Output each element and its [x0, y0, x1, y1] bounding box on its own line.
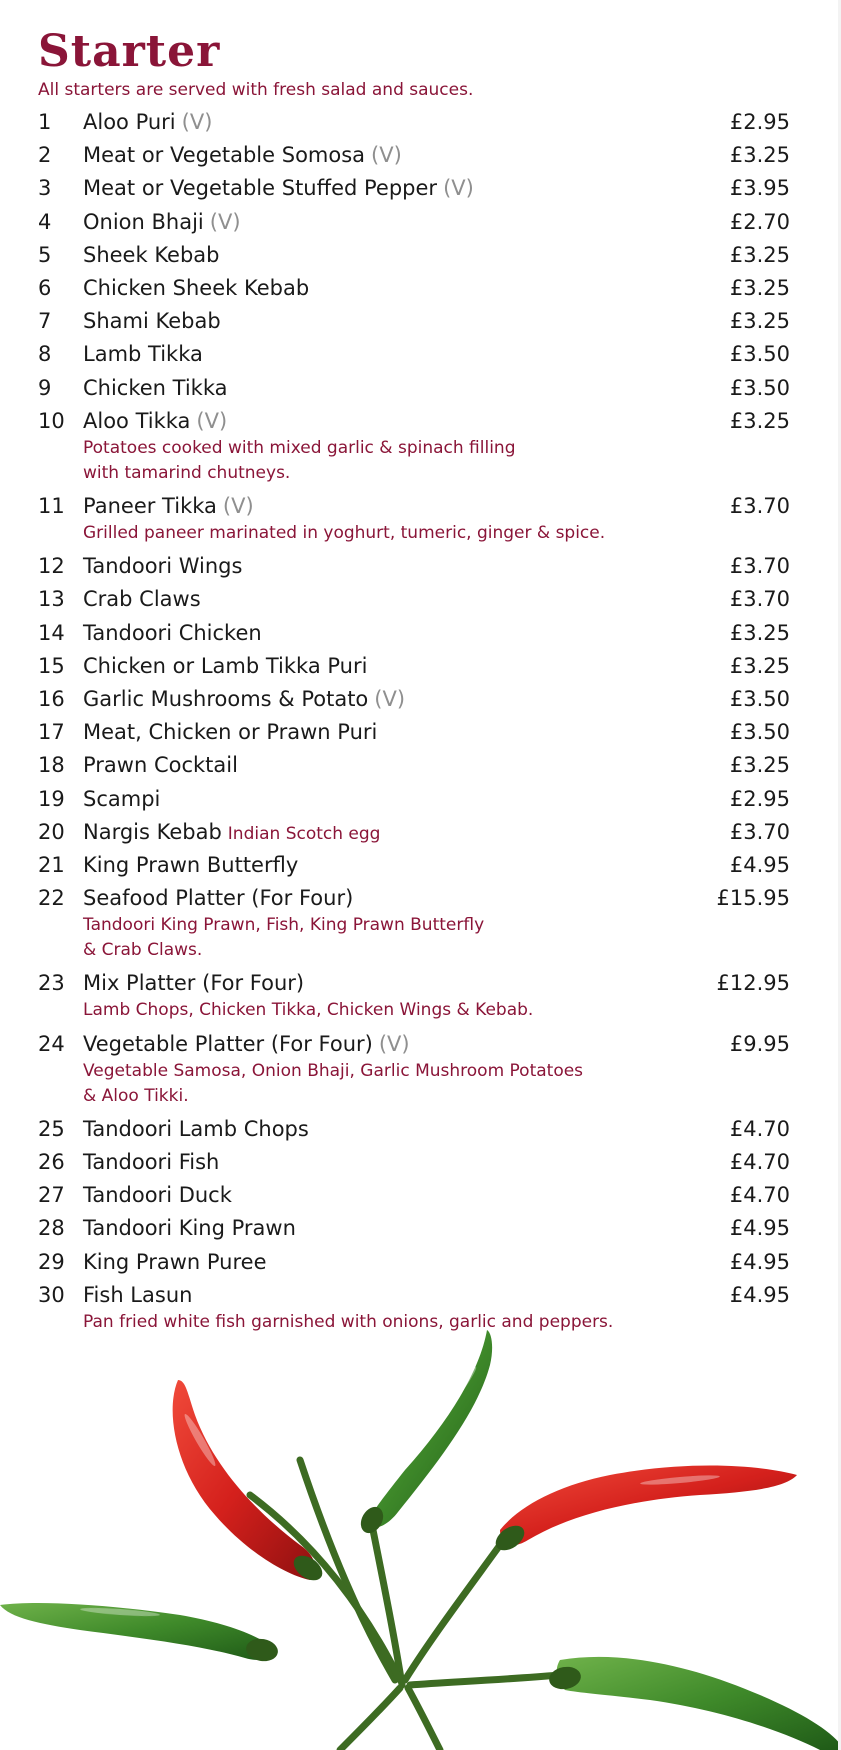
item-number: 23 [38, 971, 65, 996]
item-price: £12.95 [716, 971, 790, 996]
item-price: £3.50 [729, 720, 790, 745]
item-name: Mix Platter (For Four) [83, 971, 305, 996]
red-chilli-left [173, 1380, 316, 1580]
item-name-line [83, 581, 201, 617]
item-number: 28 [38, 1216, 65, 1241]
item-price: £4.95 [729, 1282, 790, 1307]
vegetarian-marker: (V) [209, 209, 241, 234]
item-price: £3.25 [729, 309, 790, 334]
vegetarian-marker: (V) [378, 1031, 410, 1056]
item-price: £3.95 [729, 176, 790, 201]
item-name-line [83, 170, 474, 206]
item-number: 9 [38, 375, 52, 400]
item-number: 6 [38, 276, 52, 300]
item-number: 13 [38, 587, 65, 612]
item-price: £3.25 [729, 653, 790, 678]
item-name: Vegetable Platter (For Four) [83, 1031, 373, 1056]
item-name-line [83, 1144, 219, 1180]
item-number: 25 [38, 1116, 65, 1141]
item-name-line [83, 303, 221, 339]
item-price: £4.95 [729, 1249, 790, 1274]
item-price: £3.25 [729, 753, 790, 778]
item-name: Tandoori Fish [83, 1150, 220, 1174]
item-price: £9.95 [729, 1031, 790, 1056]
chillies-illustration [0, 1300, 841, 1750]
item-number: 10 [38, 408, 65, 433]
item-description [83, 1059, 583, 1109]
item-name-line [83, 1111, 309, 1147]
item-name-line [83, 488, 254, 524]
item-number: 3 [38, 176, 52, 201]
item-number: 5 [38, 242, 52, 267]
item-description [83, 436, 516, 486]
item-name-line [83, 714, 377, 750]
item-description [83, 521, 605, 546]
item-name-line [83, 747, 238, 783]
item-number: 18 [38, 753, 65, 778]
item-number: 27 [38, 1183, 65, 1208]
item-number: 4 [38, 209, 52, 234]
item-price: £4.95 [729, 1216, 790, 1241]
item-number: 2 [38, 143, 52, 168]
item-name: Onion Bhaji [83, 209, 204, 234]
item-description [83, 998, 533, 1023]
item-name-line [83, 237, 220, 273]
item-name: Nargis Kebab [83, 819, 222, 844]
item-price: £4.70 [729, 1116, 790, 1141]
item-price: £4.70 [729, 1150, 790, 1174]
item-name: Chicken Tikka [83, 375, 228, 400]
item-number: 14 [38, 620, 65, 645]
item-name-line [83, 370, 228, 406]
item-price: £2.70 [729, 209, 790, 234]
item-name-line [83, 548, 242, 584]
item-name: Aloo Puri [83, 110, 176, 134]
green-chilli-top [365, 1330, 492, 1528]
item-name: Tandoori Chicken [83, 620, 262, 645]
item-name: Scampi [83, 786, 161, 811]
item-name: Meat or Vegetable Somosa [83, 143, 366, 168]
item-description-line: Tandoori King Prawn, Fish, King Prawn Butterfly [83, 915, 485, 936]
item-name: Meat, Chicken or Prawn Puri [83, 720, 378, 745]
item-price: £3.70 [729, 554, 790, 579]
item-name: Tandoori Duck [83, 1183, 232, 1208]
item-price: £3.70 [729, 587, 790, 612]
item-description [83, 913, 484, 963]
item-name: Seafood Platter (For Four) [83, 886, 354, 911]
item-number: 17 [38, 720, 65, 745]
item-name: Tandoori King Prawn [83, 1216, 296, 1241]
item-number: 16 [38, 687, 65, 711]
item-number: 21 [38, 853, 65, 877]
vegetarian-marker: (V) [222, 494, 254, 518]
item-name: Shami Kebab [83, 309, 221, 334]
item-price: £2.95 [729, 110, 790, 134]
item-name: Garlic Mushrooms & Potato [83, 687, 369, 711]
item-number: 26 [38, 1150, 65, 1174]
item-name-line [83, 1244, 267, 1280]
vegetarian-marker: (V) [371, 143, 402, 168]
item-name-line [83, 336, 203, 372]
item-description-line: Vegetable Samosa, Onion Bhaji, Garlic Mushroom Potatoes [83, 1060, 584, 1081]
item-number: 24 [38, 1031, 65, 1056]
item-price: £3.70 [729, 494, 790, 518]
item-description-line: Potatoes cooked with mixed garlic & spinach filling [83, 437, 516, 458]
item-name-line [83, 1026, 410, 1062]
item-description-line: Lamb Chops, Chicken Tikka, Chicken Wings & Kebab. [83, 1000, 534, 1021]
item-name-line [83, 880, 353, 916]
item-name: Meat or Vegetable Stuffed Pepper [83, 176, 438, 201]
item-name-line [83, 681, 405, 717]
item-number: 1 [38, 110, 52, 134]
item-price: £4.70 [729, 1183, 790, 1208]
red-chilli-right [500, 1466, 797, 1546]
item-price: £3.50 [729, 342, 790, 367]
item-price: £3.50 [729, 687, 790, 711]
item-number: 15 [38, 653, 65, 678]
item-name: Fish Lasun [83, 1282, 193, 1307]
item-name-line [83, 137, 402, 173]
green-chilli-right [557, 1657, 841, 1750]
item-description-line: Pan fried white fish garnished with onions, garlic and peppers. [83, 1311, 614, 1332]
item-name-line [83, 847, 298, 883]
item-name: Chicken or Lamb Tikka Puri [83, 653, 368, 678]
item-number: 11 [38, 494, 65, 518]
item-name: Tandoori Wings [83, 554, 243, 579]
item-name-line [83, 403, 227, 439]
item-name-line [83, 1177, 232, 1213]
item-description-line: with tamarind chutneys. [83, 462, 291, 483]
item-name-line [83, 270, 309, 306]
vegetarian-marker: (V) [443, 176, 474, 201]
item-price: £3.25 [729, 242, 790, 267]
item-price: £4.95 [729, 853, 790, 877]
item-price: £3.25 [729, 143, 790, 168]
item-price: £3.70 [729, 819, 790, 844]
item-name: King Prawn Puree [83, 1249, 267, 1274]
item-number: 30 [38, 1282, 65, 1307]
item-name: Chicken Sheek Kebab [83, 276, 310, 300]
item-price: £2.95 [729, 786, 790, 811]
vegetarian-marker: (V) [196, 408, 228, 433]
item-name-line [83, 648, 367, 684]
item-number: 7 [38, 309, 52, 334]
item-name: Crab Claws [83, 587, 201, 612]
item-name-line [83, 1210, 296, 1246]
page-subtitle: All starters are served with fresh salad and sauces. [38, 80, 474, 100]
item-description-line: & Crab Claws. [83, 940, 203, 961]
item-name-line [83, 204, 241, 240]
item-number: 20 [38, 819, 65, 844]
item-price: £15.95 [716, 886, 790, 911]
item-name: King Prawn Butterfly [83, 853, 299, 877]
item-number: 29 [38, 1249, 65, 1274]
item-name-line [83, 104, 212, 140]
item-name: Sheek Kebab [83, 242, 220, 267]
item-name-line [83, 781, 160, 817]
item-name: Prawn Cocktail [83, 753, 238, 778]
item-name: Aloo Tikka [83, 408, 191, 433]
item-number: 8 [38, 342, 52, 367]
item-number: 12 [38, 554, 65, 579]
item-name: Lamb Tikka [83, 342, 203, 367]
item-price: £3.25 [729, 408, 790, 433]
item-price: £3.25 [729, 276, 790, 300]
page-title: Starter [38, 26, 221, 77]
item-price: £3.25 [729, 620, 790, 645]
item-price: £3.50 [729, 375, 790, 400]
item-number: 19 [38, 786, 65, 811]
item-name: Tandoori Lamb Chops [83, 1116, 309, 1141]
vegetarian-marker: (V) [181, 110, 213, 134]
item-name-line [83, 615, 262, 651]
item-description-line: & Aloo Tikki. [83, 1085, 189, 1106]
item-inline-description: Indian Scotch egg [227, 823, 381, 844]
item-name-line [83, 965, 304, 1001]
item-description-line: Grilled paneer marinated in yoghurt, tumeric, ginger & spice. [83, 523, 606, 543]
item-number: 22 [38, 886, 65, 911]
item-name: Paneer Tikka [83, 494, 217, 518]
vegetarian-marker: (V) [374, 687, 406, 711]
